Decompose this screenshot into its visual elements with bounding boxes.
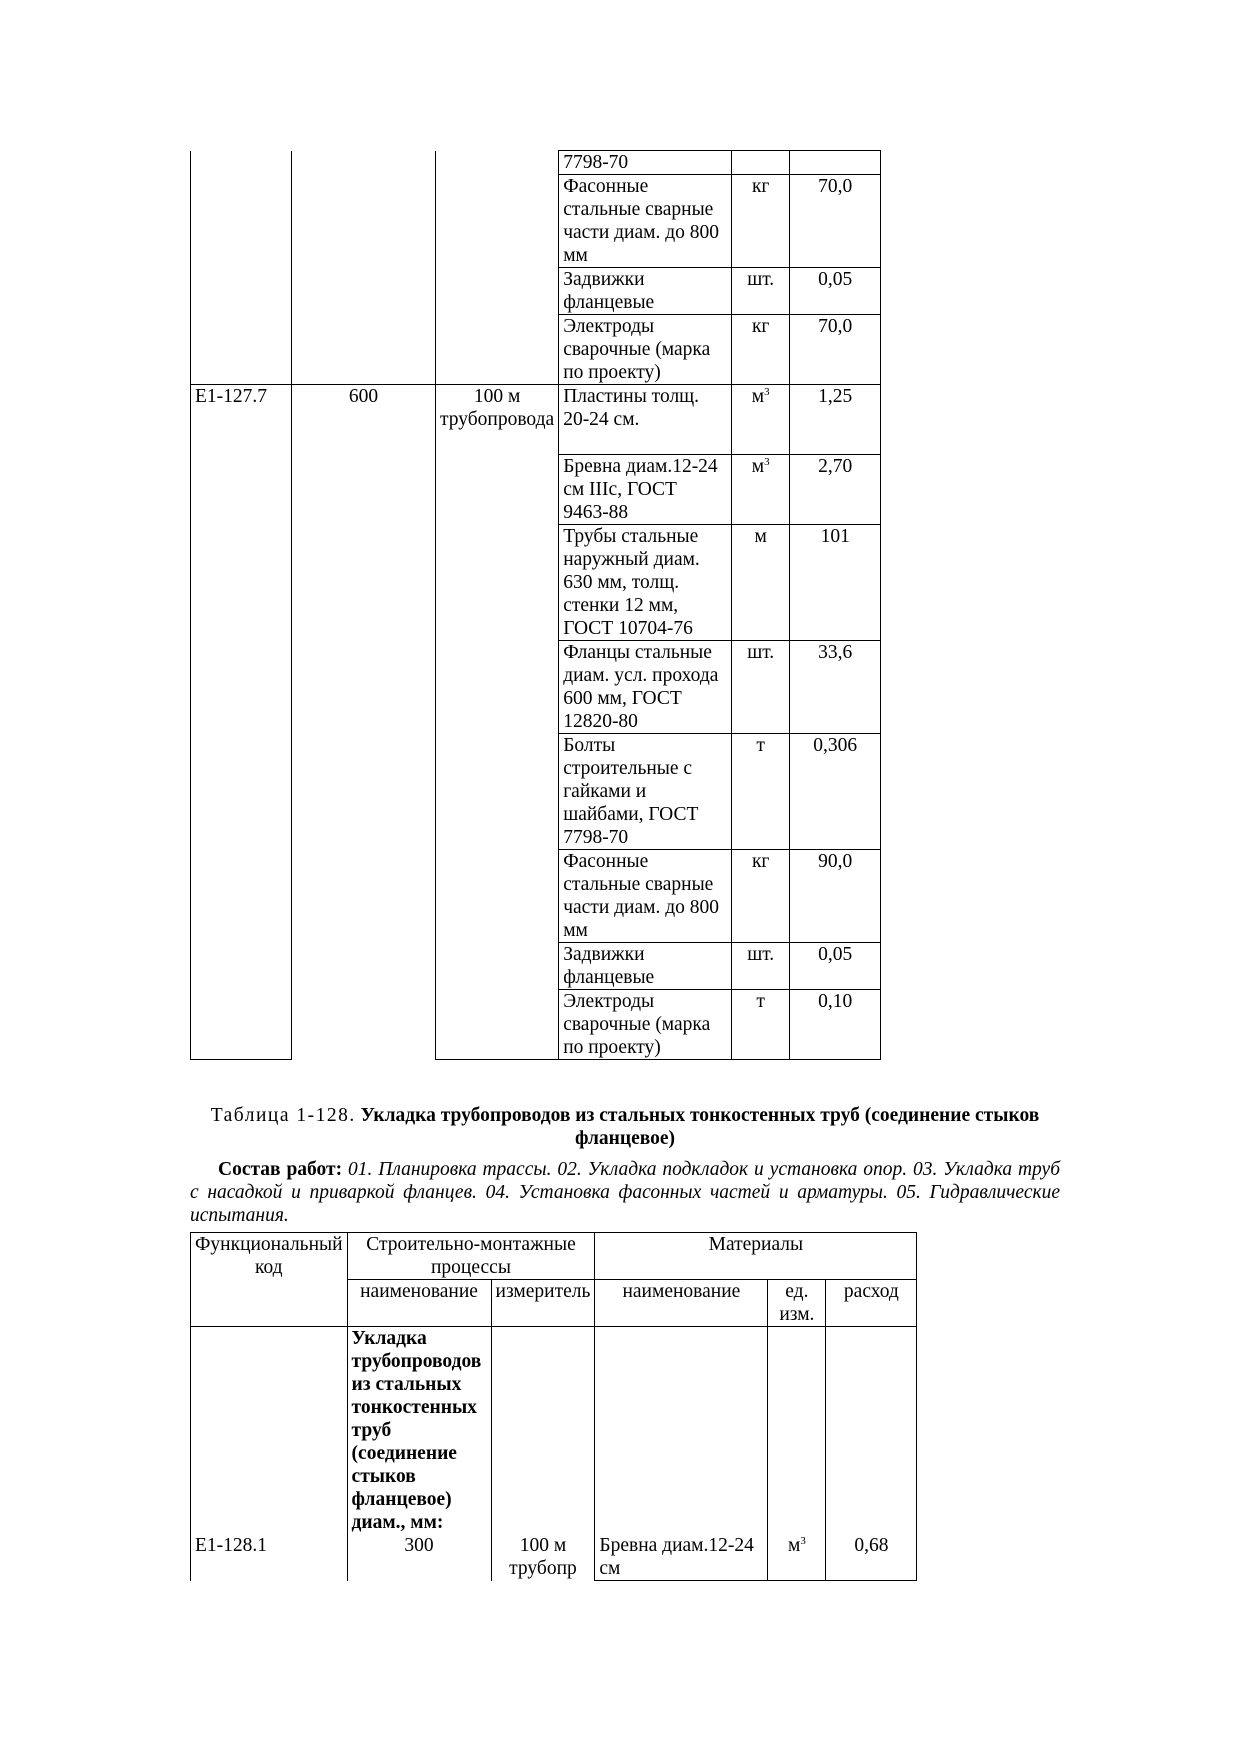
material-unit: м bbox=[732, 525, 790, 641]
table-caption-label: Таблица 1-128. bbox=[210, 1105, 356, 1126]
material-unit: $м^3$ bbox=[768, 1534, 826, 1581]
table-row bbox=[191, 385, 881, 455]
material-unit: шт. bbox=[732, 641, 790, 734]
material-name: Фланцы стальные диам. усл. прохода 600 мм, ГОСТ 12820-80 bbox=[559, 641, 732, 734]
table-header-row bbox=[191, 1233, 917, 1280]
header-mat-name: наименование bbox=[595, 1280, 768, 1327]
section-title: Укладка трубопроводов из стальных тонкостенных труб (соединение стыков фланцевое) диам., мм: bbox=[347, 1327, 491, 1535]
material-value: 101 bbox=[790, 525, 881, 641]
header-materials: Материалы bbox=[595, 1233, 917, 1280]
material-value: 0,05 bbox=[790, 943, 881, 990]
diameter: 600 bbox=[292, 385, 436, 455]
material-value bbox=[790, 151, 881, 175]
material-unit: $м^3$ bbox=[732, 385, 790, 455]
header-proc-measure: измеритель bbox=[491, 1280, 595, 1327]
table-row bbox=[191, 455, 881, 525]
material-value: 0,10 bbox=[790, 990, 881, 1060]
header-processes: Строительно-монтажные процессы bbox=[347, 1233, 595, 1280]
material-name: Фасонные стальные сварные части диам. до 800 мм bbox=[559, 850, 732, 943]
header-mat-unit: ед. изм. bbox=[768, 1280, 826, 1327]
table-continued bbox=[190, 150, 881, 1060]
material-name: Электроды сварочные (марка по проекту) bbox=[559, 315, 732, 385]
material-unit: шт. bbox=[732, 268, 790, 315]
measure-unit: 100 м трубопр bbox=[491, 1534, 595, 1581]
material-value: 0,306 bbox=[790, 734, 881, 850]
material-name: Трубы стальные наружный диам. 630 мм, толщ. стенки 12 мм, ГОСТ 10704-76 bbox=[559, 525, 732, 641]
material-name: 7798-70 bbox=[559, 151, 732, 175]
material-value: 0,68 bbox=[826, 1534, 917, 1581]
material-name: Задвижки фланцевые bbox=[559, 268, 732, 315]
material-value: 0,05 bbox=[790, 268, 881, 315]
table-caption bbox=[190, 1104, 1060, 1150]
header-proc-name: наименование bbox=[347, 1280, 491, 1327]
material-unit: кг bbox=[732, 850, 790, 943]
material-name: Электроды сварочные (марка по проекту) bbox=[559, 990, 732, 1060]
material-unit: кг bbox=[732, 175, 790, 268]
material-name: Бревна диам.12-24 см bbox=[595, 1534, 768, 1581]
material-value: 70,0 bbox=[790, 175, 881, 268]
diameter: 300 bbox=[347, 1534, 491, 1581]
material-value: 70,0 bbox=[790, 315, 881, 385]
material-unit: кг bbox=[732, 315, 790, 385]
measure-unit: 100 м трубопровода bbox=[436, 385, 559, 455]
material-unit bbox=[732, 151, 790, 175]
material-unit: т bbox=[732, 990, 790, 1060]
header-mat-rate: расход bbox=[826, 1280, 917, 1327]
function-code: Е1-127.7 bbox=[191, 385, 292, 1060]
material-value: 1,25 bbox=[790, 385, 881, 455]
section-title-row bbox=[191, 1327, 917, 1535]
header-func-code: Функциональный код bbox=[191, 1233, 348, 1327]
work-composition bbox=[190, 1158, 1060, 1227]
material-name: Пластины толщ. 20-24 см. bbox=[559, 385, 732, 455]
work-composition-label: Состав работ: bbox=[218, 1159, 343, 1180]
material-unit: т bbox=[732, 734, 790, 850]
table-row bbox=[191, 151, 881, 175]
material-name: Задвижки фланцевые bbox=[559, 943, 732, 990]
table-caption-title: Укладка трубопроводов из стальных тонкостенных труб (соединение стыков фланцевое) bbox=[360, 1105, 1040, 1149]
work-composition-text: 01. Планировка трассы. 02. Укладка подкладок и установка опор. 03. Укладка труб с насадкой и приваркой фланцев. 04. Установка фасонных частей и арматуры. 05. Гидравлические испытания. bbox=[190, 1159, 1060, 1226]
function-code: Е1-128.1 bbox=[191, 1534, 348, 1581]
material-name: Бревна диам.12-24 см IIIc, ГОСТ 9463-88 bbox=[559, 455, 732, 525]
material-value: 90,0 bbox=[790, 850, 881, 943]
material-name: Болты строительные с гайками и шайбами, ГОСТ 7798-70 bbox=[559, 734, 732, 850]
material-unit: шт. bbox=[732, 943, 790, 990]
material-value: 33,6 bbox=[790, 641, 881, 734]
table-row bbox=[191, 1534, 917, 1581]
material-name: Фасонные стальные сварные части диам. до 800 мм bbox=[559, 175, 732, 268]
material-unit: $м^3$ bbox=[732, 455, 790, 525]
table-1-128 bbox=[190, 1232, 917, 1581]
material-value: 2,70 bbox=[790, 455, 881, 525]
